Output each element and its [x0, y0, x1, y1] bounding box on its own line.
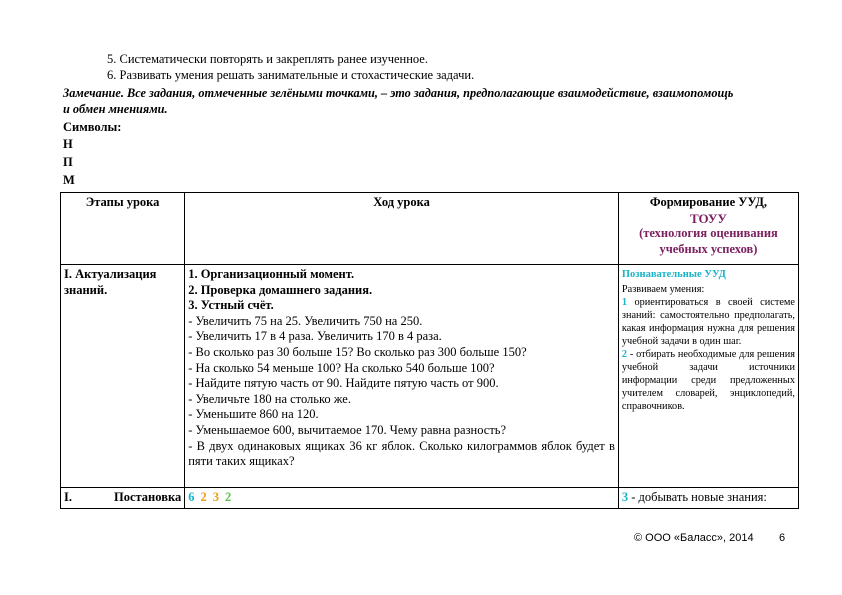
course-line: - Найдите пятую часть от 90. Найдите пятую часть от 900.	[188, 376, 499, 391]
course-line: - Уменьшите 860 на 120.	[188, 407, 319, 422]
table-header-row	[61, 193, 799, 265]
symbol-p: П	[63, 155, 73, 169]
uud-problem	[618, 488, 798, 509]
table-row	[61, 488, 799, 509]
dot-marker: 2	[200, 490, 207, 504]
uud-item-2-text: - отбирать необходимые для решения учебной задачи источники информации среди предложенных учителем словарей, энциклопедий, справочников.	[621, 349, 795, 413]
uud-item-1	[622, 296, 795, 348]
course-line: - Во сколько раз 30 больше 15? Во сколько раз 300 больше 150?	[188, 344, 527, 359]
header-stages: Этапы урока	[61, 193, 185, 265]
page-number: 6	[779, 532, 786, 544]
uud-item-1-num: 1	[621, 296, 628, 308]
symbol-m: М	[63, 173, 75, 187]
dot-marker: 3	[212, 490, 219, 504]
footer-copyright: © ООО «Баласс», 2014	[634, 532, 754, 544]
stage-problem-label: Постановка	[113, 490, 182, 504]
course-line: - На сколько 54 меньше 100? На сколько 540 больше 100?	[188, 360, 495, 375]
course-line: - Увеличить 17 в 4 раза. Увеличить 170 в 4 раза.	[188, 329, 442, 344]
course-problem-dots	[185, 488, 619, 509]
symbols-label: Символы:	[63, 120, 122, 134]
intro-note: Замечание. Все задания, отмеченные зелёными точками, – это задания, предполагающие взаимодействие, взаимопомощь и обмен мнениями.	[63, 86, 734, 116]
course-line: - В двух одинаковых ящиках 36 кг яблок. Сколько килограммов яблок будет в пяти таких ящиках?	[188, 438, 615, 469]
course-line: - Увеличить 75 на 25. Увеличить 750 на 250.	[188, 313, 423, 328]
uud-problem-num: 3	[621, 490, 629, 504]
uud-problem-text: - добывать новые знания:	[628, 490, 767, 504]
course-actualization	[185, 265, 619, 488]
dot-marker: 2	[224, 490, 232, 504]
stage-problem-num: I.	[64, 490, 72, 504]
dot-marker: 6	[188, 490, 195, 504]
lesson-table	[60, 192, 799, 509]
course-line: 2. Проверка домашнего задания.	[188, 282, 373, 297]
uud-intro: Развиваем умения:	[621, 283, 705, 295]
intro-item-6: 6. Развивать умения решать занимательные и стохастические задачи.	[107, 68, 475, 82]
course-line: 3. Устный счёт.	[188, 298, 274, 313]
stage-actualization: I. Актуализация знаний.	[61, 265, 185, 488]
header-uud-title: Формирование УУД,	[649, 195, 768, 209]
course-line: 1. Организационный момент.	[188, 267, 355, 281]
header-touu-full: (технология оценивания учебных успехов)	[639, 226, 778, 256]
uud-item-2-num: 2	[621, 349, 628, 361]
intro-item-5: 5. Систематически повторять и закреплять ранее изученное.	[107, 52, 428, 66]
table-row	[61, 265, 799, 488]
course-line: - Увеличьте 180 на столько же.	[188, 391, 351, 406]
uud-title: Познавательные УУД	[621, 269, 726, 280]
header-uud	[618, 193, 798, 265]
symbol-n: Н	[63, 137, 73, 151]
uud-item-1-text: ориентироваться в своей системе знаний: самостоятельно предполагать, какая информация нужна для решения учебной задачи в один шаг.	[621, 296, 795, 347]
course-line: - Уменьшаемое 600, вычитаемое 170. Чему равна разность?	[188, 422, 507, 437]
header-touu: ТОУУ	[689, 210, 727, 226]
header-course: Ход урока	[185, 193, 619, 265]
uud-item-2	[622, 348, 795, 413]
uud-actualization	[618, 265, 798, 488]
stage-problem	[61, 488, 185, 509]
